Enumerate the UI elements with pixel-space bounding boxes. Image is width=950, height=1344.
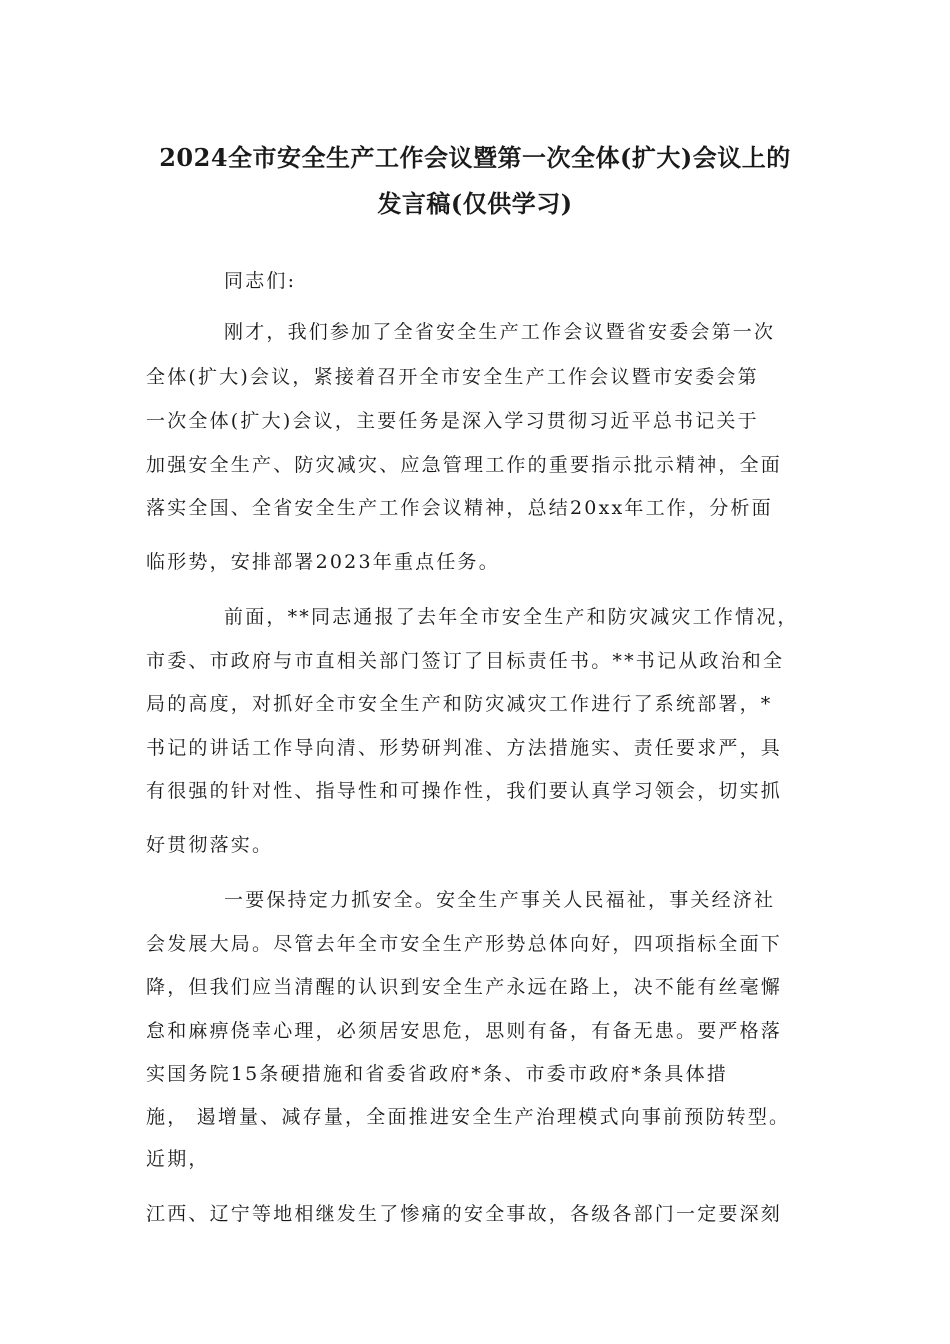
body-line: 近期，	[146, 1148, 210, 1170]
document-title-line-1: 2024全市安全生产工作会议暨第一次全体(扩大)会议上的	[159, 143, 791, 172]
body-line: 实国务院15条硬措施和省委省政府*条、市委市政府*条具体措	[146, 1063, 728, 1085]
body-line: 降，但我们应当清醒的认识到安全生产永远在路上，决不能有丝毫懈	[146, 976, 783, 998]
salutation: 同志们:	[224, 270, 297, 292]
body-line: 加强安全生产、防灾减灾、应急管理工作的重要指示批示精神，全面	[146, 454, 783, 476]
body-line: 刚才，我们参加了全省安全生产工作会议暨省安委会第一次	[224, 321, 776, 343]
body-line: 临形势，安排部署2023年重点任务。	[146, 551, 500, 573]
body-line: 江西、辽宁等地相继发生了惨痛的安全事故，各级各部门一定要深刻	[146, 1203, 783, 1225]
body-line: 前面，**同志通报了去年全市安全生产和防灾减灾工作情况，	[224, 606, 799, 628]
body-line: 一次全体(扩大)会议，主要任务是深入学习贯彻习近平总书记关于	[146, 410, 759, 432]
body-line: 全体(扩大)会议，紧接着召开全市安全生产工作会议暨市安委会第	[146, 366, 759, 388]
body-line: 市委、市政府与市直相关部门签订了目标责任书。**书记从政治和全	[146, 650, 785, 672]
body-line: 书记的讲话工作导向清、形势研判准、方法措施实、责任要求严，具	[146, 737, 783, 759]
body-line: 施， 遏增量、减存量，全面推进安全生产治理模式向事前预防转型。	[146, 1106, 791, 1128]
body-line: 会发展大局。尽管去年全市安全生产形势总体向好，四项指标全面下	[146, 933, 783, 955]
body-line: 一要保持定力抓安全。安全生产事关人民福祉，事关经济社	[224, 889, 776, 911]
body-line: 落实全国、全省安全生产工作会议精神，总结20xx年工作，分析面	[146, 497, 773, 519]
body-line: 怠和麻痹侥幸心理，必须居安思危，思则有备，有备无患。要严格落	[146, 1020, 783, 1042]
document-title-line-2: 发言稿(仅供学习)	[377, 189, 573, 218]
body-line: 局的高度，对抓好全市安全生产和防灾减灾工作进行了系统部署，*	[146, 693, 773, 715]
body-line: 好贯彻落实。	[146, 834, 274, 856]
body-line: 有很强的针对性、指导性和可操作性，我们要认真学习领会，切实抓	[146, 780, 783, 802]
